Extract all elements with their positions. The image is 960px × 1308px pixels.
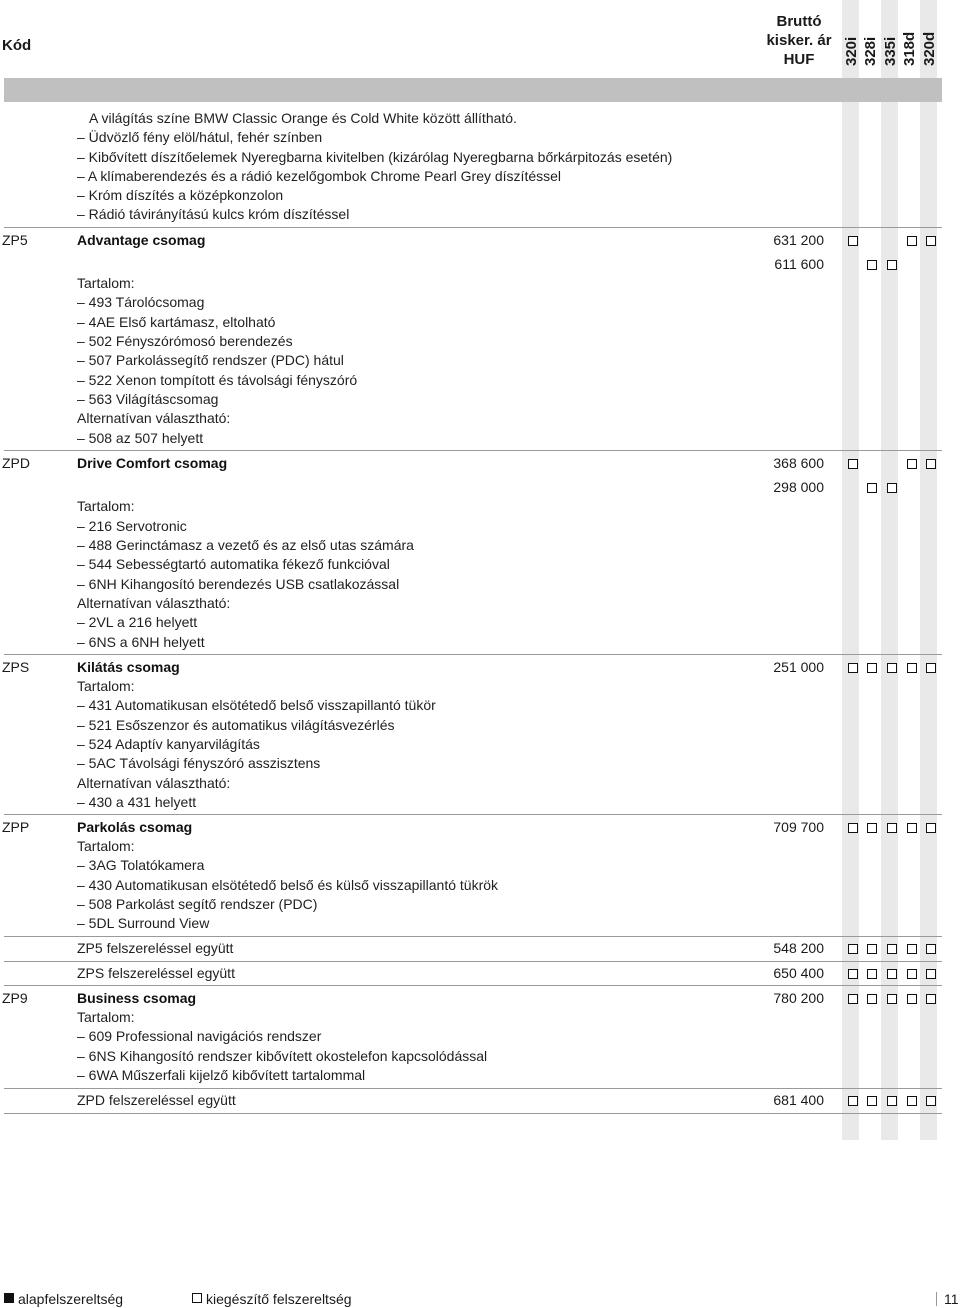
optional-marker bbox=[867, 994, 877, 1004]
package-line: – 4AE Első kartámasz, eltolható bbox=[77, 314, 276, 330]
optional-marker bbox=[848, 663, 858, 673]
package-line: – 522 Xenon tompított és távolsági fényszóró bbox=[77, 372, 358, 388]
package-line: – 488 Gerinctámasz a vezető és az első utas számára bbox=[77, 537, 414, 553]
optional-marker bbox=[926, 663, 936, 673]
optional-marker bbox=[926, 236, 936, 246]
optional-marker bbox=[848, 969, 858, 979]
package-line: – 493 Tárolócsomag bbox=[77, 294, 205, 310]
package-price: 368 600 bbox=[773, 455, 824, 471]
optional-marker bbox=[926, 459, 936, 469]
optional-marker bbox=[867, 1096, 877, 1106]
header-price-line3: HUF bbox=[783, 51, 815, 68]
optional-marker bbox=[867, 483, 877, 493]
package-line: Tartalom: bbox=[77, 838, 135, 854]
optional-marker bbox=[907, 236, 917, 246]
optional-marker bbox=[867, 260, 877, 270]
optional-marker bbox=[887, 969, 897, 979]
intro-line: – A klímaberendezés és a rádió kezelőgombok Chrome Pearl Grey díszítéssel bbox=[77, 168, 562, 184]
standard-equipment-square-icon bbox=[4, 1293, 14, 1303]
package-line: – 563 Világításcsomag bbox=[77, 391, 219, 407]
package-code: ZPS bbox=[2, 659, 30, 675]
package-line: Alternatívan választható: bbox=[77, 595, 231, 611]
intro-line: – Króm díszítés a középkonzolon bbox=[77, 187, 284, 203]
model-label-328i: 328i bbox=[862, 36, 879, 66]
row-separator bbox=[4, 985, 942, 986]
optional-marker bbox=[848, 944, 858, 954]
package-line: – 609 Professional navigációs rendszer bbox=[77, 1028, 322, 1044]
model-label-320i: 320i bbox=[843, 36, 860, 66]
optional-marker bbox=[887, 1096, 897, 1106]
package-line: – 502 Fényszórómosó berendezés bbox=[77, 333, 293, 349]
optional-marker bbox=[867, 823, 877, 833]
row-separator bbox=[4, 1088, 942, 1089]
optional-marker bbox=[887, 663, 897, 673]
package-line: – 431 Automatikusan elsötétedő belső visszapillantó tükör bbox=[77, 697, 436, 713]
combo-price: 548 200 bbox=[773, 940, 824, 956]
optional-marker bbox=[887, 994, 897, 1004]
legend-standard: alapfelszereltség bbox=[18, 1291, 124, 1307]
optional-marker bbox=[907, 969, 917, 979]
package-code: ZPD bbox=[2, 455, 30, 471]
row-separator bbox=[4, 227, 942, 228]
optional-marker bbox=[887, 823, 897, 833]
package-line: – 508 az 507 helyett bbox=[77, 430, 204, 446]
package-line: – 544 Sebességtartó automatika fékező funkcióval bbox=[77, 556, 390, 572]
optional-marker bbox=[848, 236, 858, 246]
intro-line: – Üdvözlő fény elöl/hátul, fehér színben bbox=[77, 129, 323, 145]
package-code: ZP9 bbox=[2, 990, 28, 1006]
row-separator bbox=[4, 936, 942, 937]
package-line: – 507 Parkolássegítő rendszer (PDC) hátul bbox=[77, 352, 344, 368]
package-price: 298 000 bbox=[773, 479, 824, 495]
package-line: – 6WA Műszerfali kijelző kibővített tartalommal bbox=[77, 1067, 366, 1083]
package-line: – 6NS a 6NH helyett bbox=[77, 634, 205, 650]
package-title: Parkolás csomag bbox=[77, 819, 193, 835]
package-line: – 430 a 431 helyett bbox=[77, 794, 197, 810]
combo-price: 650 400 bbox=[773, 965, 824, 981]
optional-marker bbox=[867, 944, 877, 954]
package-price: 251 000 bbox=[773, 659, 824, 675]
package-code: ZP5 bbox=[2, 232, 28, 248]
combo-label: ZP5 felszereléssel együtt bbox=[77, 940, 234, 956]
optional-marker bbox=[907, 994, 917, 1004]
row-separator bbox=[4, 1113, 942, 1114]
combo-label: ZPS felszereléssel együtt bbox=[77, 965, 235, 981]
package-line: – 521 Esőszenzor és automatikus világításvezérlés bbox=[77, 717, 395, 733]
package-title: Advantage csomag bbox=[77, 232, 206, 248]
package-line: Alternatívan választható: bbox=[77, 775, 231, 791]
model-label-320d: 320d bbox=[921, 31, 938, 66]
header-price-line1: Bruttó bbox=[776, 13, 822, 30]
row-separator bbox=[4, 654, 942, 655]
intro-line: A világítás színe BMW Classic Orange és Cold White között állítható. bbox=[89, 110, 517, 126]
package-price: 780 200 bbox=[773, 990, 824, 1006]
page-number-divider bbox=[936, 1292, 937, 1306]
page-number: 11 bbox=[944, 1291, 959, 1307]
combo-label: ZPD felszereléssel együtt bbox=[77, 1092, 236, 1108]
package-price: 709 700 bbox=[773, 819, 824, 835]
intro-line: – Kibővített díszítőelemek Nyeregbarna kivitelben (kizárólag Nyeregbarna bőrkárpitozás esetén) bbox=[77, 149, 673, 165]
intro-line: – Rádió távirányítású kulcs króm díszítéssel bbox=[77, 206, 350, 222]
optional-marker bbox=[907, 459, 917, 469]
combo-price: 681 400 bbox=[773, 1092, 824, 1108]
package-code: ZPP bbox=[2, 819, 30, 835]
row-separator bbox=[4, 814, 942, 815]
package-line: – 6NS Kihangosító rendszer kibővített okostelefon kapcsolódással bbox=[77, 1048, 488, 1064]
optional-marker bbox=[926, 969, 936, 979]
package-line: Tartalom: bbox=[77, 498, 135, 514]
package-line: – 216 Servotronic bbox=[77, 518, 187, 534]
package-title: Kilátás csomag bbox=[77, 659, 180, 675]
optional-marker bbox=[907, 663, 917, 673]
optional-equipment-square-icon bbox=[192, 1293, 202, 1303]
optional-marker bbox=[848, 994, 858, 1004]
optional-marker bbox=[887, 944, 897, 954]
optional-marker bbox=[867, 969, 877, 979]
package-title: Drive Comfort csomag bbox=[77, 455, 228, 471]
header-price bbox=[754, 12, 844, 69]
header-price-line2: kisker. ár bbox=[766, 32, 832, 49]
package-price: 611 600 bbox=[774, 256, 824, 272]
package-line: – 524 Adaptív kanyarvilágítás bbox=[77, 736, 260, 752]
model-label-335i: 335i bbox=[882, 36, 899, 66]
optional-marker bbox=[867, 663, 877, 673]
package-line: Tartalom: bbox=[77, 678, 135, 694]
row-separator bbox=[4, 961, 942, 962]
optional-marker bbox=[848, 459, 858, 469]
legend-optional: kiegészítő felszereltség bbox=[206, 1291, 352, 1307]
optional-marker bbox=[907, 823, 917, 833]
model-label-318d: 318d bbox=[901, 31, 918, 66]
optional-marker bbox=[907, 944, 917, 954]
row-separator bbox=[4, 450, 942, 451]
package-line: Tartalom: bbox=[77, 275, 135, 291]
header-kod: Kód bbox=[2, 37, 32, 54]
optional-marker bbox=[926, 994, 936, 1004]
package-line: – 5AC Távolsági fényszóró asszisztens bbox=[77, 755, 321, 771]
header-divider-bar bbox=[4, 78, 942, 102]
package-line: – 2VL a 216 helyett bbox=[77, 614, 198, 630]
package-line: – 3AG Tolatókamera bbox=[77, 857, 205, 873]
optional-marker bbox=[926, 1096, 936, 1106]
optional-marker bbox=[848, 1096, 858, 1106]
package-line: – 6NH Kihangosító berendezés USB csatlakozással bbox=[77, 576, 400, 592]
optional-marker bbox=[887, 483, 897, 493]
package-line: Tartalom: bbox=[77, 1009, 135, 1025]
package-title: Business csomag bbox=[77, 990, 197, 1006]
optional-marker bbox=[887, 260, 897, 270]
optional-marker bbox=[848, 823, 858, 833]
package-line: – 5DL Surround View bbox=[77, 915, 210, 931]
package-line: – 508 Parkolást segítő rendszer (PDC) bbox=[77, 896, 318, 912]
optional-marker bbox=[926, 823, 936, 833]
optional-marker bbox=[907, 1096, 917, 1106]
package-line: – 430 Automatikusan elsötétedő belső és külső visszapillantó tükrök bbox=[77, 877, 499, 893]
package-line: Alternatívan választható: bbox=[77, 410, 231, 426]
optional-marker bbox=[926, 944, 936, 954]
package-price: 631 200 bbox=[773, 232, 824, 248]
